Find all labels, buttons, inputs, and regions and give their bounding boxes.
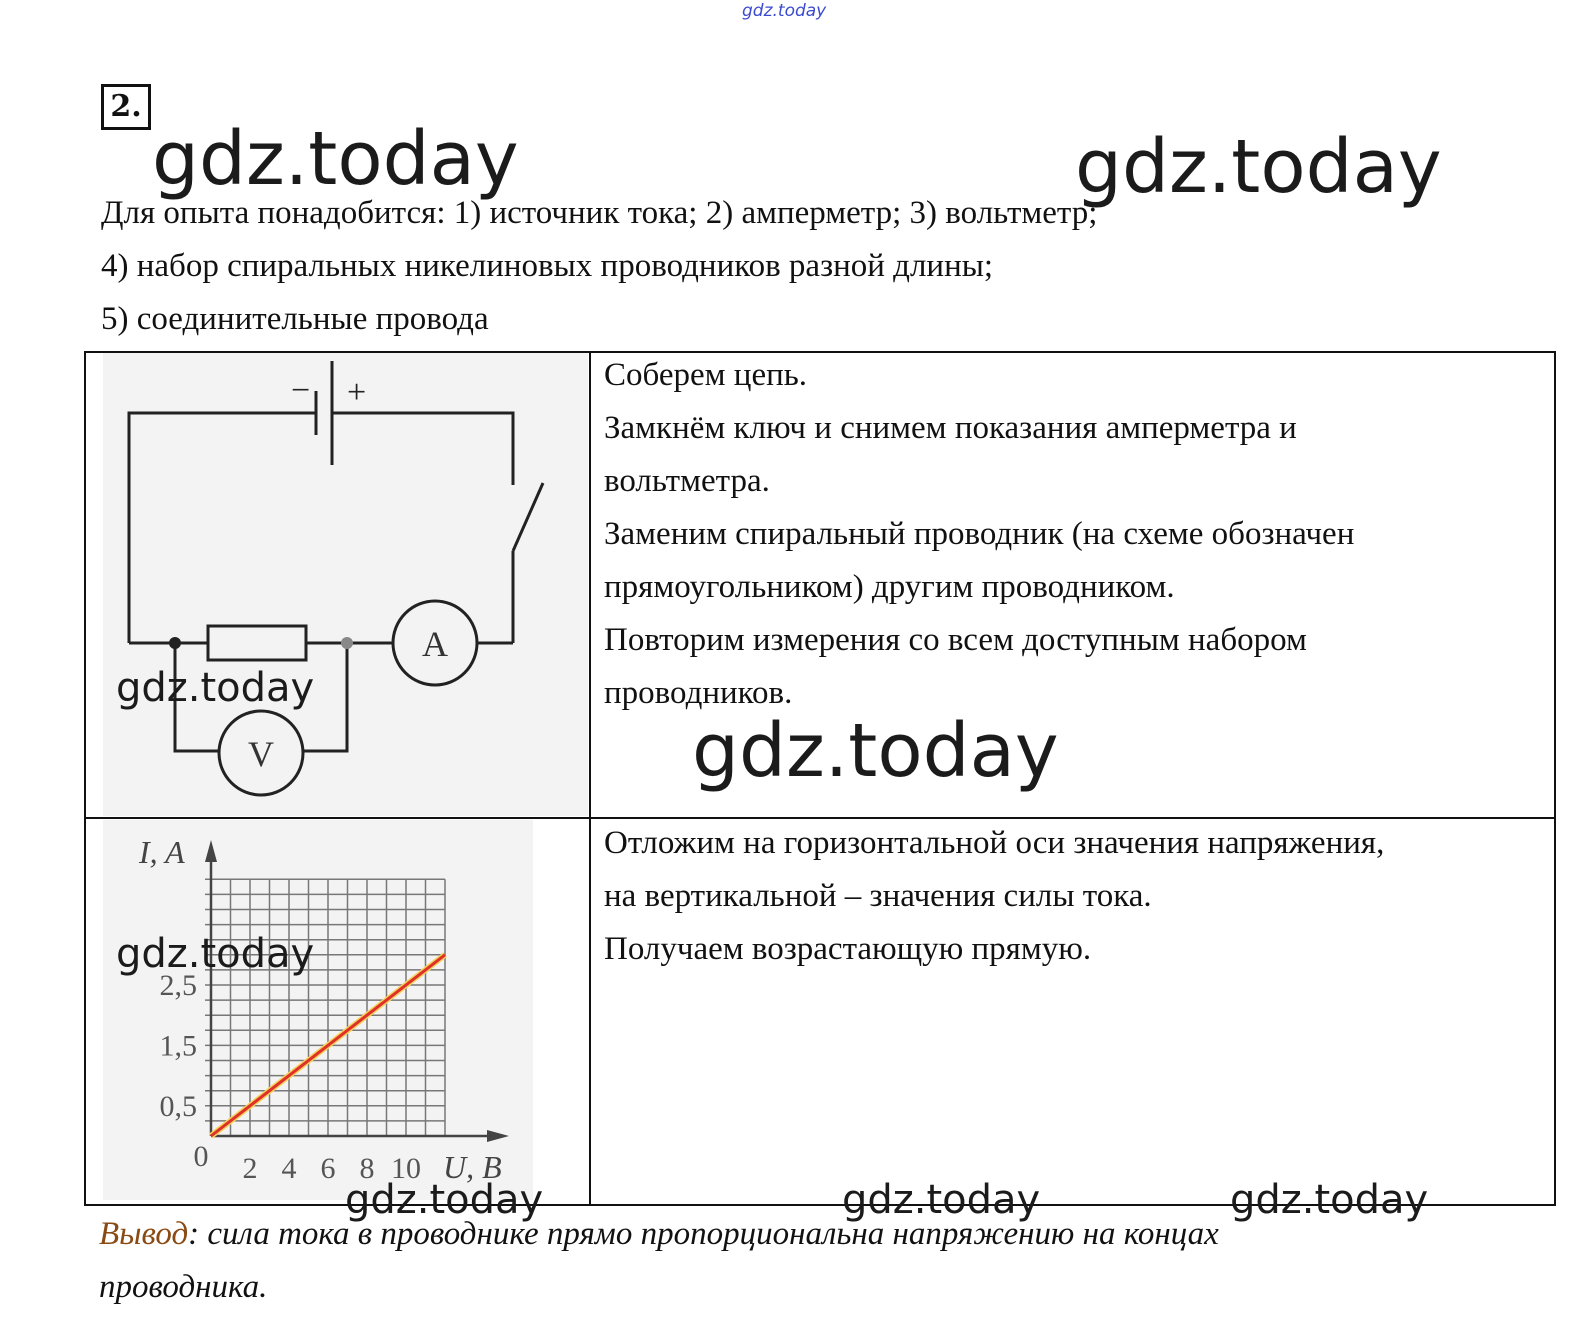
table-column-divider [589,351,591,1206]
conclusion-text: : сила тока в проводнике прямо пропорциональна напряжению на концах [188,1216,1219,1252]
row1-line: Повторим измерения со всем доступным набором [604,622,1307,658]
watermark-small-1: gdz.today [116,665,315,711]
conclusion [99,1208,1219,1314]
row1-line: вольтметра. [604,463,770,499]
row2-line: на вертикальной – значения силы тока. [604,878,1152,914]
row2-line: Получаем возрастающую прямую. [604,931,1092,967]
watermark-big-3: gdz.today [692,708,1059,794]
chart-x-tick-label: 10 [391,1152,421,1185]
watermark-top: gdz.today [742,1,827,21]
chart-x-tick-label: 8 [359,1152,375,1185]
row1-line: Заменим спиральный проводник (на схеме обозначен [604,516,1355,552]
row2-text [604,817,1384,976]
chart-y-tick-label: 2,5 [159,969,197,1002]
row1-text [604,349,1354,720]
circuit-diagram [103,353,588,816]
row1-line: Замкнём ключ и снимем показания амперметра и [604,410,1297,446]
watermark-big-1: gdz.today [152,116,519,202]
battery-plus-label: + [347,374,367,411]
watermark-big-2: gdz.today [1075,124,1442,210]
chart-origin-label: 0 [193,1140,209,1173]
chart-background [103,820,533,1200]
task-number: 2. [101,84,151,130]
row1-line: проводников. [604,675,793,711]
row2-line: Отложим на горизонтальной оси значения напряжения, [604,825,1385,861]
chart-x-tick-label: 4 [281,1152,297,1185]
junction-node-left [169,637,181,649]
junction-node-right [341,637,353,649]
chart-y-tick-label: 1,5 [159,1029,197,1063]
voltmeter-label: V [248,734,274,774]
chart-x-axis-label: U, B [443,1149,502,1185]
watermark-small-2: gdz.today [116,931,315,977]
conclusion-line-2: проводника. [99,1269,268,1305]
watermark-small-3: gdz.today [345,1177,544,1223]
chart-x-tick-label: 2 [242,1152,258,1185]
ammeter-label: A [422,624,448,664]
chart-x-tick-label: 6 [320,1152,336,1185]
row1-line: прямоугольником) другим проводником. [604,569,1175,605]
intro-line-3: 5) соединительные провода [101,301,489,337]
intro-line-2: 4) набор спиральных никелиновых проводников разной длины; [101,248,994,284]
intro-line-1: Для опыта понадобится: 1) источник тока; 2) амперметр; 3) вольтметр; [101,195,1098,231]
chart-y-tick-label: 0,5 [159,1089,197,1123]
conclusion-label: Вывод [99,1216,189,1252]
conclusion-line-1 [99,1208,1219,1261]
battery-minus-label: − [291,372,311,409]
watermark-small-4: gdz.today [842,1177,1041,1223]
watermark-small-5: gdz.today [1230,1177,1429,1223]
chart-y-axis-label: I, A [139,834,185,870]
row1-line: Соберем цепь. [604,357,808,393]
iv-chart [103,820,533,1200]
